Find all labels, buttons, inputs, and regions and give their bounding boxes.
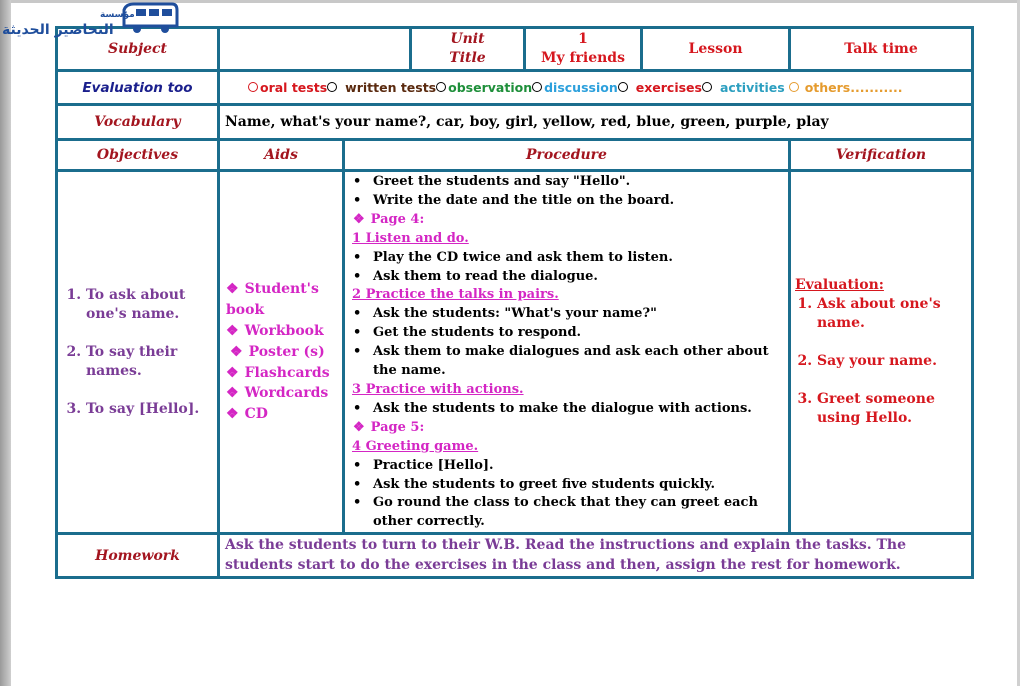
verification-item: 3. Greet someone using Hello. [817,390,971,428]
procedure-step: • Ask the students: "What's your name?" [351,305,784,324]
option-label: oral tests [260,79,328,95]
lesson-label-cell [642,28,790,71]
verification-header [790,140,973,171]
procedure-step: • Get the students to respond. [351,324,784,343]
radio-circle-icon [618,82,628,92]
verification-title: Evaluation: [795,277,884,294]
option-exercises[interactable] [618,80,702,95]
option-label: discussion [544,79,618,95]
lesson-plan-table [55,26,974,579]
aids-list [220,279,342,425]
objective-item: 2. To say their names. [86,343,217,381]
objectives-header-label: Objectives [96,147,179,163]
vocabulary-text: Name, what's your name?, car, boy, girl, yellow, red, blue, green, purple, play [225,114,829,130]
procedure-step: • Greet the students and say "Hello". [351,173,784,192]
homework-row [57,534,973,578]
aid-item: ❖ Workbook [226,321,342,342]
publisher-logo [0,0,182,40]
task-1-heading: 1 Listen and do. [352,230,469,246]
objectives-list [58,286,217,419]
verification-item: 2. Say your name. [817,352,971,371]
homework-text: Ask the students to turn to their W.B. Read the instructions and explain the tasks. The students start to do the exercises in the class and then, assign the rest for homework. [225,537,907,573]
procedure-header-label: Procedure [526,147,607,163]
verification-list [795,295,971,428]
option-written-tests[interactable] [327,80,436,95]
subject-label: Subject [107,41,168,57]
task-3-heading: 3 Practice with actions. [352,381,524,397]
aid-item: ❖ CD [226,404,342,425]
procedure-step: • Ask them to read the dialogue. [351,268,784,287]
vocabulary-text-cell [219,105,973,140]
logo-top-text: مؤسسة [100,10,135,20]
evaluation-row [57,71,973,105]
aid-item: ❖ Poster (s) [226,342,342,363]
objective-item: 3. To say [Hello]. [86,400,217,419]
content-row [57,171,973,534]
homework-label-cell [57,534,219,578]
option-label: observation [448,79,533,95]
evaluation-label-cell [57,71,219,105]
vocabulary-label-cell [57,105,219,140]
option-activities[interactable] [702,80,785,95]
procedure-step: • Ask them to make dialogues and ask each other about the name. [351,343,784,381]
subject-value-cell [219,28,411,71]
verification-item: 1. Ask about one's name. [817,295,971,333]
page-edge-left [0,0,11,686]
unit-value-cell [525,28,642,71]
unit-title-label-cell [411,28,525,71]
option-label: exercises [635,79,702,95]
aid-item: ❖ Flashcards [226,363,342,384]
radio-circle-icon [532,82,542,92]
title-label: Title [449,50,486,66]
option-label: others........... [804,79,903,95]
task-4-heading: 4 Greeting game. [352,438,479,454]
radio-circle-icon [789,82,799,92]
vocabulary-label: Vocabulary [94,114,181,130]
aids-header-label: Aids [264,147,298,163]
evaluation-options-cell [219,71,973,105]
option-label: written tests [345,79,437,95]
option-oral-tests[interactable] [248,80,327,95]
unit-label: Unit [450,31,485,47]
procedure-header [344,140,790,171]
procedure-step: • Ask the students to greet five students quickly. [351,476,784,495]
evaluation-label: Evaluation too [82,79,193,96]
radio-circle-icon [436,82,446,92]
procedure-step: • Practice [Hello]. [351,457,784,476]
header-row [57,28,973,71]
procedure-step: • Go round the class to check that they can greet each other correctly. [351,494,784,532]
option-discussion[interactable] [532,80,618,95]
procedure-step: • Ask the students to make the dialogue with actions. [351,400,784,419]
lesson-value-cell [790,28,973,71]
lesson-label: Lesson [688,41,743,57]
objectives-header [57,140,219,171]
homework-text-cell [219,534,973,578]
task-2-heading: 2 Practice the talks in pairs. [352,287,559,303]
aids-header [219,140,344,171]
option-others[interactable] [785,80,903,95]
homework-label: Homework [95,547,180,564]
radio-circle-icon [248,82,258,92]
procedure-step: • Play the CD twice and ask them to listen. [351,249,784,268]
vocabulary-row [57,105,973,140]
radio-circle-icon [327,82,337,92]
page-5-heading: ❖ Page 5: [351,419,784,438]
objective-item: 1. To ask about one's name. [86,286,217,324]
option-label: activities [719,79,785,95]
option-observation[interactable] [436,80,532,95]
aids-cell [219,171,344,534]
column-header-row [57,140,973,171]
objectives-cell [57,171,219,534]
unit-number: 1 [578,31,588,47]
aid-item: ❖ Wordcards [226,383,342,404]
verification-header-label: Verification [835,147,927,163]
verification-cell [790,171,973,534]
unit-title: My friends [541,50,625,66]
procedure-step: • Write the date and the title on the board. [351,192,784,211]
lesson-value: Talk time [844,41,918,57]
radio-circle-icon [702,82,712,92]
aid-item: ❖ Student's book [226,279,342,321]
logo-main-text: التحاضير الحديثة [2,22,114,38]
page-4-heading: ❖ Page 4: [351,211,784,230]
procedure-cell [344,171,790,534]
